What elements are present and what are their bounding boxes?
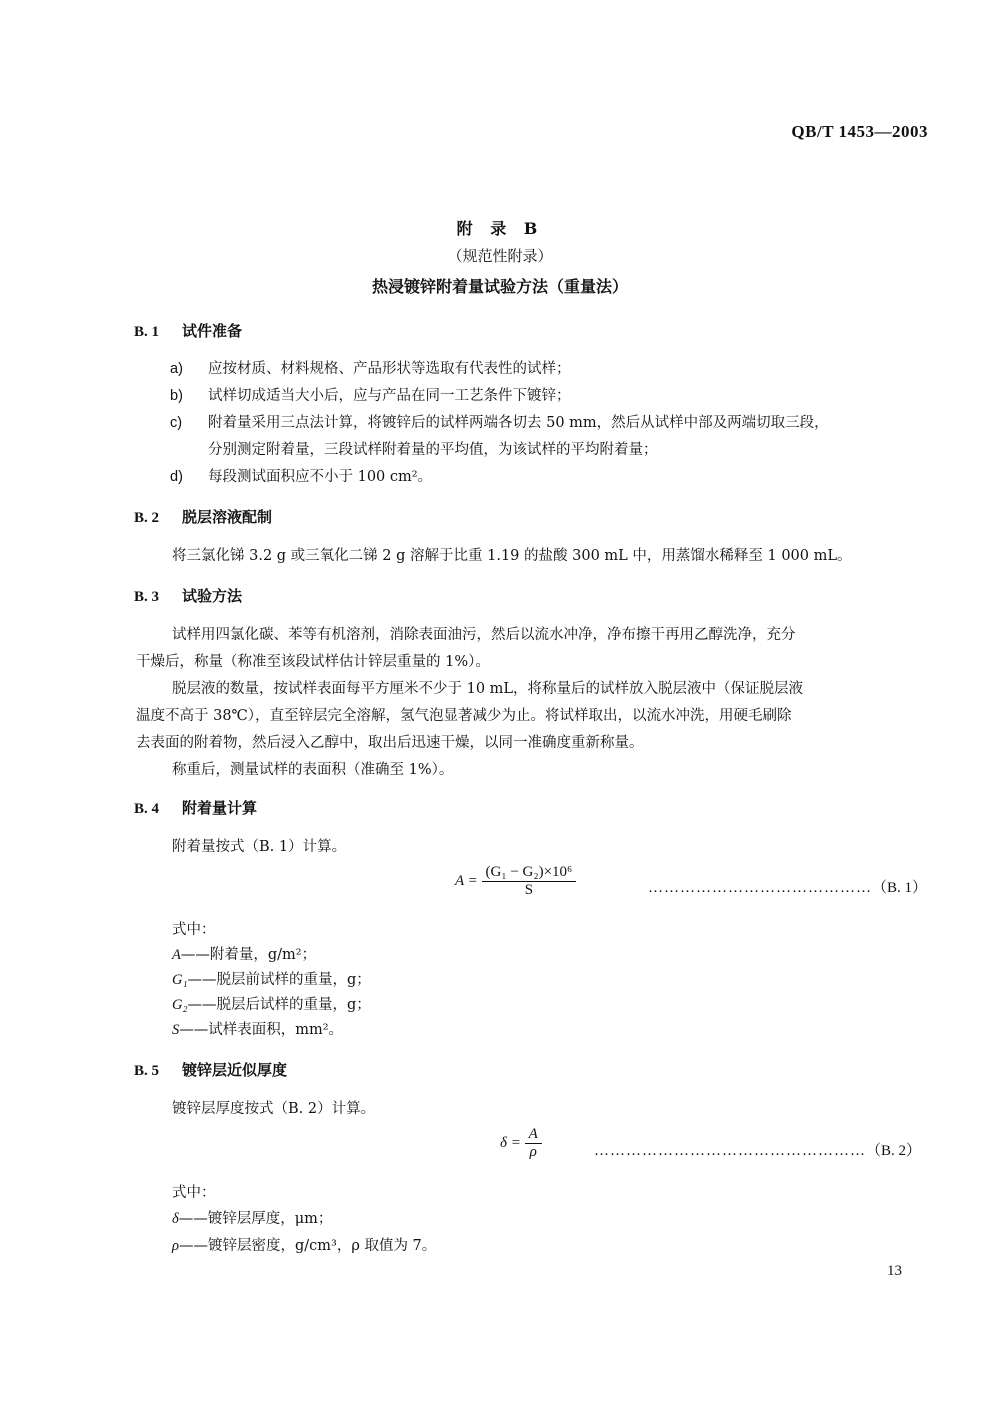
list-label: c): [170, 415, 183, 431]
list-text: 附着量采用三点法计算，将镀锌后的试样两端各切去 50 mm，然后从试样中部及两端切取三段，: [208, 415, 829, 431]
fraction: [482, 864, 577, 899]
list-text: 每段测试面积应不小于 100 cm²。: [208, 469, 433, 485]
formula-ref-b2: [594, 1139, 921, 1160]
formula-b2: [500, 1126, 542, 1161]
section-heading-b4: [134, 797, 257, 818]
section-title: 试件准备: [182, 322, 243, 340]
section-heading-b1: [134, 320, 242, 341]
page-number: 13: [887, 1263, 902, 1279]
variable-symbol: ρ: [172, 1238, 179, 1254]
section-number: B. 1: [134, 324, 160, 340]
formula-ref-b1: [648, 876, 927, 897]
formula-intro: 附着量按式（B. 1）计算。: [172, 839, 347, 855]
section-title: 试验方法: [182, 587, 243, 605]
list-text: 应按材质、材料规格、产品形状等选取有代表性的试样；: [208, 361, 571, 377]
paragraph-line: 去表面的附着物，然后浸入乙醇中，取出后迅速干燥，以同一准确度重新称量。: [136, 735, 644, 751]
annex-type: （规范性附录）: [447, 247, 553, 265]
variable-symbol: G₁: [172, 972, 188, 988]
paragraph-line: 干燥后，称量（称准至该段试样估计锌层重量的 1%）。: [136, 654, 490, 670]
fraction-denominator: ρ: [529, 1144, 537, 1160]
standard-code: QB/T 1453—2003: [791, 122, 928, 141]
variable-symbol: δ: [172, 1211, 179, 1227]
variable-symbol: S: [172, 1022, 180, 1038]
variable-description: ——试样表面积，mm²。: [179, 1022, 344, 1038]
section-title: 镀锌层近似厚度: [182, 1061, 288, 1079]
variable-definition: [172, 968, 371, 992]
formula-intro: 镀锌层厚度按式（B. 2）计算。: [172, 1101, 376, 1117]
section-number: B. 2: [134, 510, 160, 526]
section-number: B. 4: [134, 801, 160, 817]
dot-leader: ……………………………………………: [594, 1143, 866, 1159]
variable-description: ——镀锌层密度，g/cm³，ρ 取值为 7。: [178, 1238, 437, 1254]
variable-definition: [172, 943, 316, 967]
paragraph-line: 温度不高于 38℃），直至锌层完全溶解，氢气泡显著减少为止。将试样取出，以流水冲洗，用硬毛刷除: [136, 708, 792, 724]
list-text: 分别测定附着量，三段试样附着量的平均值，为该试样的平均附着量；: [208, 442, 658, 458]
fraction-numerator: A: [525, 1126, 542, 1144]
section-heading-b3: [134, 585, 242, 606]
variable-description: ——脱层前试样的重量，g；: [187, 972, 371, 988]
section-number: B. 3: [134, 589, 160, 605]
section-number: B. 5: [134, 1063, 160, 1079]
variable-description: ——脱层后试样的重量，g；: [187, 997, 371, 1013]
paragraph: 将三氯化锑 3.2 g 或三氧化二锑 2 g 溶解于比重 1.19 的盐酸 300 mL 中，用蒸馏水稀释至 1 000 mL。: [172, 548, 852, 564]
paragraph-line: 称重后，测量试样的表面积（准确至 1%）。: [172, 762, 454, 778]
variable-definition: [172, 1234, 436, 1258]
list-label: d): [170, 469, 183, 485]
equation-number: （B. 1）: [872, 880, 928, 896]
list-label: b): [170, 388, 183, 404]
equation-number: （B. 2）: [866, 1143, 922, 1159]
fraction-denominator: S: [524, 882, 534, 898]
paragraph-line: 脱层液的数量，按试样表面每平方厘米不少于 10 mL，将称量后的试样放入脱层液中（保证脱层液: [172, 681, 804, 697]
annex-name: 热浸镀锌附着量试验方法（重量法）: [371, 277, 628, 296]
where-label: 式中：: [172, 922, 216, 938]
variable-symbol: A: [172, 947, 181, 963]
variable-description: ——镀锌层厚度，μm；: [178, 1211, 333, 1227]
section-title: 脱层溶液配制: [182, 508, 273, 526]
variable-symbol: G₂: [172, 997, 188, 1013]
annex-title: 附 录 B: [456, 219, 544, 238]
where-label: 式中：: [172, 1185, 216, 1201]
variable-definition: [172, 1018, 343, 1042]
variable-definition: [172, 1207, 332, 1231]
formula-b1: [455, 864, 576, 899]
formula-lhs: A =: [455, 872, 478, 889]
section-heading-b5: [134, 1059, 287, 1080]
formula-lhs: δ =: [500, 1134, 521, 1151]
dot-leader: ……………………………………: [648, 880, 872, 896]
list-text: 试样切成适当大小后，应与产品在同一工艺条件下镀锌；: [208, 388, 571, 404]
section-title: 附着量计算: [182, 799, 258, 817]
paragraph-line: 试样用四氯化碳、苯等有机溶剂，消除表面油污，然后以流水冲净，净布擦干再用乙醇洗净，充分: [172, 627, 796, 643]
section-heading-b2: [134, 506, 272, 527]
fraction-numerator: (G₁ − G₂)×10⁶: [482, 864, 577, 882]
variable-description: ——附着量，g/m²；: [180, 947, 317, 963]
variable-definition: [172, 993, 371, 1017]
fraction: [525, 1126, 542, 1161]
list-label: a): [170, 361, 183, 377]
